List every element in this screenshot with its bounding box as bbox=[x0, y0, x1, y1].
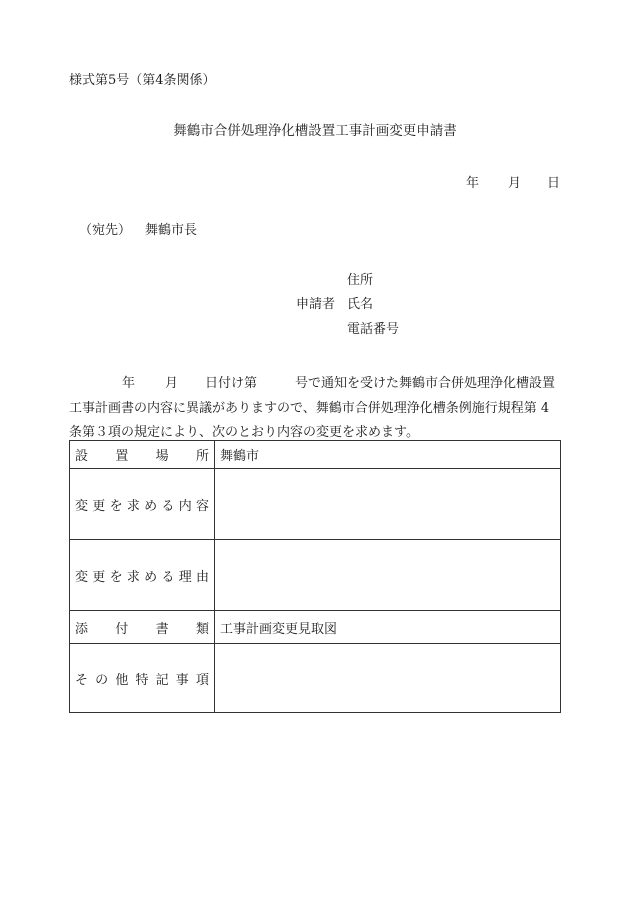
table-row-change-content bbox=[70, 469, 561, 540]
date-day: 日 bbox=[546, 176, 560, 191]
label-char: そ bbox=[75, 672, 89, 688]
label-char: 所 bbox=[195, 449, 209, 464]
label-char: 類 bbox=[195, 621, 209, 637]
label-char: 記 bbox=[155, 672, 169, 688]
label-char: を bbox=[109, 569, 123, 585]
detail-table bbox=[69, 440, 561, 713]
row-label bbox=[70, 540, 215, 611]
row-value bbox=[215, 540, 561, 611]
label-char: 付 bbox=[115, 621, 129, 637]
label-char: 場 bbox=[155, 449, 169, 464]
label-char: 添 bbox=[75, 621, 89, 637]
applicant-address-label: 住所 bbox=[347, 273, 374, 288]
form-number: 様式第5号（第4条関係） bbox=[69, 73, 216, 88]
row-value: 舞鶴市 bbox=[215, 441, 561, 469]
table-row-change-reason bbox=[70, 540, 561, 611]
label-char: 容 bbox=[195, 498, 209, 514]
label-char: 内 bbox=[178, 498, 192, 514]
label-char: 更 bbox=[92, 569, 106, 585]
label-char: 理 bbox=[178, 569, 192, 585]
row-value: 工事計画変更見取図 bbox=[215, 611, 561, 644]
row-label bbox=[70, 469, 215, 540]
label-char: 由 bbox=[195, 569, 209, 585]
table-row-other-notes bbox=[70, 644, 561, 713]
body-line-2: 工事計画書の内容に異議がありますので、舞鶴市合併処理浄化槽条例施行規程第 4 bbox=[69, 400, 550, 416]
addressee-name: 舞鶴市長 bbox=[145, 223, 198, 238]
label-char: 変 bbox=[75, 569, 89, 585]
table-row-attachments bbox=[70, 611, 561, 644]
label-char: 設 bbox=[75, 449, 89, 464]
body-paragraph bbox=[69, 372, 562, 446]
label-char: る bbox=[161, 569, 175, 585]
label-char: 事 bbox=[175, 672, 189, 688]
label-char: 他 bbox=[115, 672, 129, 688]
date-month: 月 bbox=[507, 176, 521, 191]
label-char: 特 bbox=[135, 672, 149, 688]
label-char: め bbox=[144, 498, 158, 514]
label-char: 求 bbox=[126, 569, 140, 585]
addressee-prefix: （宛先） bbox=[79, 223, 132, 238]
body-line-1: 年 月 日付け第 号で通知を受けた舞鶴市合併処理浄化槽設置 bbox=[122, 376, 556, 391]
label-char: 置 bbox=[115, 449, 129, 464]
row-label bbox=[70, 644, 215, 713]
body-line-3: 条第３項の規定により、次のとおり内容の変更を求めます。 bbox=[69, 425, 419, 440]
label-char: 求 bbox=[126, 498, 140, 514]
label-char: 書 bbox=[155, 621, 169, 637]
row-value bbox=[215, 469, 561, 540]
row-label bbox=[70, 441, 215, 469]
label-char: 更 bbox=[92, 498, 106, 514]
addressee bbox=[79, 224, 197, 237]
date-line bbox=[466, 177, 560, 190]
date-year: 年 bbox=[465, 176, 479, 191]
label-char: の bbox=[95, 672, 109, 688]
label-char: め bbox=[144, 569, 158, 585]
table-row-location bbox=[70, 441, 561, 469]
label-char: る bbox=[161, 498, 175, 514]
applicant-role-label: 申請者 bbox=[296, 297, 336, 312]
label-char: 変 bbox=[75, 498, 89, 514]
applicant-phone-label: 電話番号 bbox=[347, 322, 400, 337]
label-char: 項 bbox=[195, 672, 209, 688]
label-char: を bbox=[109, 498, 123, 514]
row-label bbox=[70, 611, 215, 644]
applicant-name-label: 氏名 bbox=[347, 297, 374, 312]
row-value bbox=[215, 644, 561, 713]
document-title: 舞鶴市合併処理浄化槽設置工事計画変更申請書 bbox=[173, 123, 457, 139]
